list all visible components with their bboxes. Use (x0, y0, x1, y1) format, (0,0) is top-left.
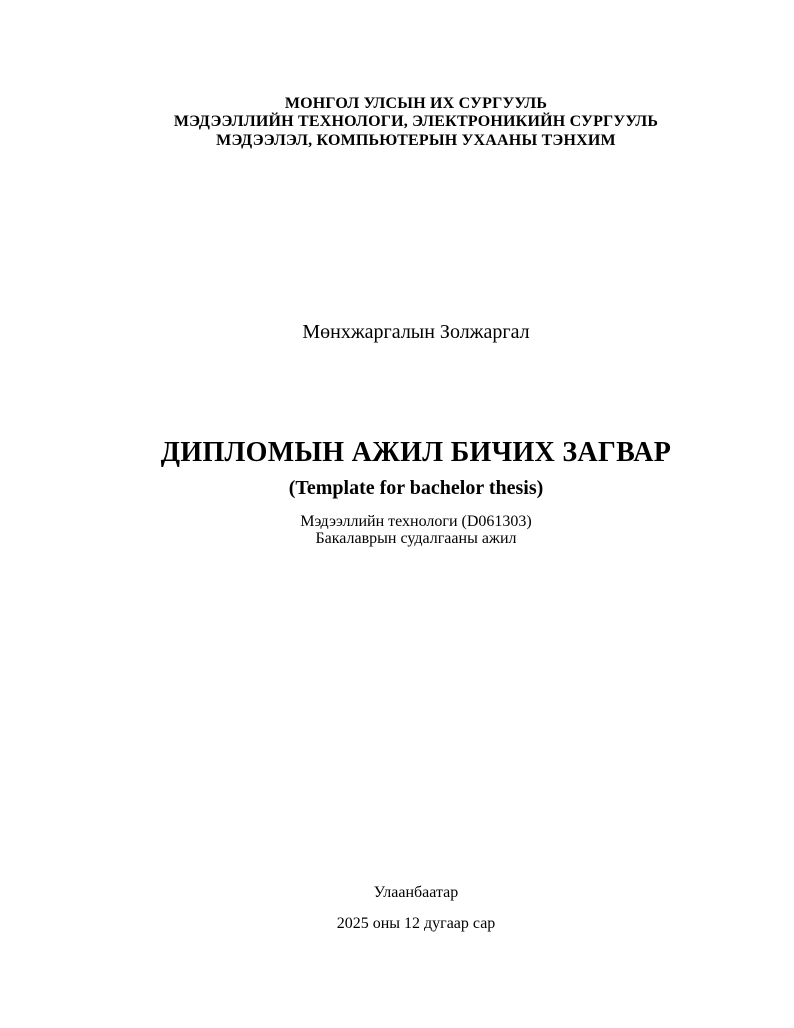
program-name: Мэдээллийн технологи (D061303) (300, 513, 532, 531)
program-info (110, 513, 722, 547)
city-name: Улаанбаатар (373, 884, 459, 902)
school-name: МЭДЭЭЛЛИЙН ТЕХНОЛОГИ, ЭЛЕКТРОНИКИЙН СУРГУУЛЬ (173, 113, 659, 131)
thesis-subtitle: (Template for bachelor thesis) (288, 477, 544, 500)
department-name: МЭДЭЭЛЭЛ, КОМПЬЮТЕРЫН УХААНЫ ТЭНХИМ (216, 131, 616, 149)
author-name: Мөнхжаргалын Золжаргал (302, 321, 530, 344)
institution-header (110, 95, 722, 150)
university-name: МОНГОЛ УЛСЫН ИХ СУРГУУЛЬ (284, 95, 548, 112)
thesis-title: ДИПЛОМЫН АЖИЛ БИЧИХ ЗАГВАР (160, 437, 672, 469)
date-line: 2025 оны 12 дугаар сар (336, 914, 496, 932)
work-type: Бакалаврын судалгааны ажил (315, 530, 517, 548)
